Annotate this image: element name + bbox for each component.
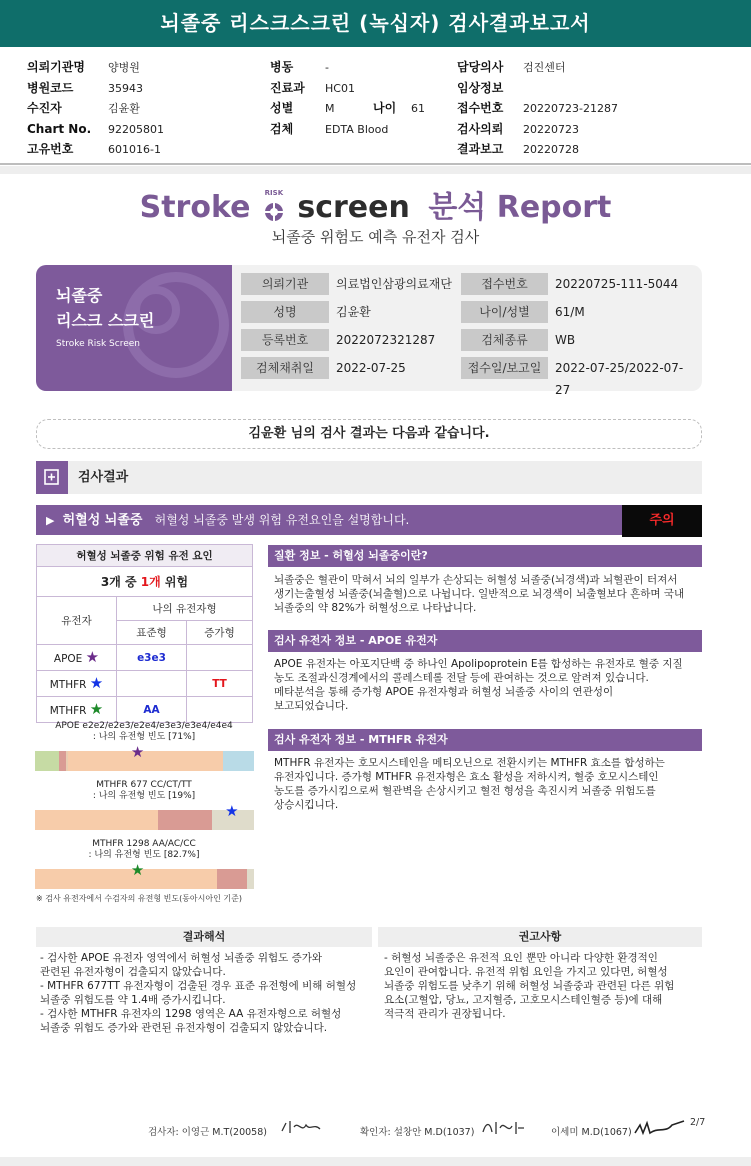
header-label: 검체 [270, 121, 294, 136]
result-intro: 김윤환 님의 검사 결과는 다음과 같습니다. [36, 419, 702, 449]
info-line: APOE 유전자는 아포지단백 중 하나인 Apolipoprotein E를 합성하는 유전자로 혈중 지질 [274, 658, 683, 670]
col-standard: 표준형 [117, 621, 187, 645]
header-col1 [27, 56, 237, 159]
age-value: 61 [411, 102, 425, 115]
header-label: 진료과 [270, 80, 305, 95]
third-signature [632, 1117, 688, 1139]
interpretation-title: 결과해석 [36, 927, 372, 947]
freq-bar-group [35, 839, 254, 889]
freq-bar-group [35, 780, 254, 830]
freq-caption: : 나의 유전형 빈도 [82.7%] [88, 850, 200, 860]
purple-star-icon: ★ [85, 648, 100, 666]
genotype-standard: AA [117, 697, 187, 723]
table-row [37, 697, 253, 723]
summary-post: 위험 [160, 575, 189, 589]
info-label: 성명 [241, 301, 329, 323]
blue-star-icon: ★ [89, 674, 104, 692]
info-line: 뇌졸중의 약 82%가 허혈성으로 나타납니다. [274, 602, 477, 614]
header-label: 임상정보 [457, 80, 504, 95]
freq-segment [217, 869, 248, 889]
info-value: 20220725-111-5044 [555, 277, 679, 291]
summary-pre: 3개 중 [100, 575, 141, 589]
header-col2 [270, 56, 450, 138]
info-value: 2022072321287 [336, 333, 436, 347]
gene-name: APOE [53, 653, 83, 665]
banner-line3: Stroke Risk Screen [56, 339, 140, 349]
recommendation-box [378, 927, 702, 1021]
freq-label: MTHFR 1298 AA/AC/CC [92, 839, 196, 849]
confirmer-signature [480, 1116, 526, 1140]
genotype-standard [117, 671, 187, 697]
freq-bar [35, 861, 254, 889]
info-line: MTHFR 유전자는 호모시스테인을 메티오닌으로 전환시키는 MTHFR 효소를 합성하는 [274, 757, 665, 769]
stroke-screen-logo [0, 182, 751, 226]
col-gene: 유전자 [37, 597, 117, 645]
interpretation-line: 뇌졸중 위험도 증가와 관련된 유전자형이 검출되지 않았습니다. [40, 1022, 328, 1034]
tester-credit: 검사자: 이영근 M.T(20058) [148, 1127, 267, 1138]
risk-target-icon [261, 188, 287, 222]
header-value: 35943 [108, 81, 143, 95]
header-label: 결과보고 [457, 142, 504, 156]
header-label: 병원코드 [27, 80, 74, 95]
freq-bar [35, 802, 254, 830]
genotype-marker-star-icon: ★ [130, 861, 145, 879]
info-value: 의료법인삼광의료재단 [336, 277, 452, 291]
table-row [37, 645, 253, 671]
disease-info-block [268, 545, 702, 615]
recommendation-line: - 허혈성 뇌졸중은 유전적 요인 뿐만 아니라 다양한 환경적인 [384, 952, 658, 964]
info-label: 등록번호 [241, 329, 329, 351]
header-label: 병동 [270, 60, 294, 74]
apoe-info-block [268, 630, 702, 713]
info-line: 상승시킵니다. [274, 799, 339, 811]
interpretation-box [36, 927, 372, 1035]
recommendation-line: 요소(고혈압, 당뇨, 고지혈증, 고호모시스테인혈증 등)에 대해 [384, 994, 663, 1006]
header-value: - [325, 61, 329, 74]
info-line: 농도를 증가시킴으로써 혈관벽을 손상시키고 혈전 형성을 촉진시켜 뇌졸중 위험도를 [274, 785, 656, 797]
interpretation-line: - 검사한 MTHFR 유전자의 1298 영역은 AA 유전자형으로 허혈성 [40, 1008, 342, 1020]
recommendation-line: 요인이 관여합니다. 유전적 위험 요인을 가지고 있다면, 허혈성 [384, 966, 668, 978]
bottom-band [0, 1157, 751, 1166]
freq-segment [68, 751, 223, 771]
confirmer-credit: 확인자: 설창안 M.D(1037) [360, 1127, 475, 1138]
mthfr-info-block [268, 729, 702, 812]
info-label: 검체채취일 [241, 357, 329, 379]
info-label: 접수번호 [461, 273, 548, 295]
header-value: 김윤환 [108, 102, 140, 115]
logo-report: 분석 Report [428, 190, 612, 225]
header-value: 검진센터 [523, 61, 566, 74]
risk-summary [37, 567, 253, 597]
freq-caption: : 나의 유전형 빈도 [19%] [92, 791, 196, 801]
recommendation-title: 권고사항 [378, 927, 702, 947]
logo-risk: RISK [264, 188, 284, 197]
info-value: 2022-07-25 [336, 361, 406, 375]
report-subtitle: 뇌졸중 위험도 예측 유전자 검사 [271, 228, 480, 246]
play-arrow-icon: ▶ [46, 514, 55, 527]
header-label: 담당의사 [457, 60, 504, 74]
header-label: 성별 [270, 101, 294, 115]
genotype-standard: e3e3 [117, 645, 187, 671]
gene-name: MTHFR [49, 705, 87, 717]
table-row [37, 671, 253, 697]
tester-signature [278, 1117, 324, 1139]
category-name: 허혈성 뇌졸중 [62, 513, 143, 528]
freq-segment [158, 810, 213, 830]
freq-segment [247, 869, 254, 889]
col-increased: 증가형 [187, 621, 253, 645]
info-value: 김윤환 [336, 305, 371, 319]
divider-band [0, 166, 751, 174]
status-badge: 주의 [622, 505, 702, 537]
col-my-genotype: 나의 유전자형 [117, 597, 253, 621]
report-title: 뇌졸중 리스크스크린 (녹십자) 검사결과보고서 [0, 0, 751, 47]
genotype-increased: TT [187, 671, 253, 697]
freq-label: MTHFR 677 CC/CT/TT [96, 780, 192, 790]
section-title: 검사결과 [78, 470, 129, 485]
info-label: 접수일/보고일 [461, 357, 548, 379]
freq-label: APOE e2e2/e2e3/e2e4/e3e3/e3e4/e4e4 [55, 721, 233, 731]
section-header [36, 461, 702, 494]
genotype-marker-star-icon: ★ [130, 743, 145, 761]
freq-note: ※ 검사 유전자에서 수검자의 유전형 빈도(동아시아인 기준) [36, 894, 242, 903]
freq-bar-group [35, 721, 254, 771]
genotype-increased [187, 645, 253, 671]
header-label: 고유번호 [27, 142, 74, 156]
header-label: 접수번호 [457, 101, 504, 115]
info-line: 유전자입니다. 증가형 MTHFR 유전자형은 효소 활성을 저하시켜, 혈중 호모시스테인 [274, 771, 659, 783]
green-star-icon: ★ [89, 700, 104, 718]
freq-segment [35, 751, 59, 771]
header-value: 92205801 [108, 122, 164, 136]
info-line: 보고되었습니다. [274, 700, 349, 712]
freq-segment [59, 751, 66, 771]
genotype-marker-star-icon: ★ [225, 802, 239, 820]
logo-stroke: Stroke [139, 190, 251, 225]
info-line: 농도 조절과신경계에서의 콜레스테롤 전달 등에 관여하는 것으로 알려져 있습니다. [274, 672, 649, 684]
freq-caption: : 나의 유전형 빈도 [71%] [92, 732, 196, 742]
header-value: M [325, 102, 335, 115]
header-value: HC01 [325, 81, 355, 95]
gene-table-title: 허혈성 뇌졸중 위험 유전 요인 [37, 545, 253, 567]
gene-table-box [36, 544, 253, 723]
header-col3 [457, 56, 687, 159]
banner-line2: 리스크 스크린 [56, 311, 155, 330]
info-line: 뇌졸중은 혈관이 막혀서 뇌의 일부가 손상되는 허혈성 뇌졸중(뇌경색)과 뇌혈관이 터져서 [274, 574, 678, 586]
gene-name: MTHFR [49, 679, 87, 691]
header-label: Chart No. [27, 121, 92, 136]
interpretation-line: 뇌졸중 위험도를 약 1.4배 증가시킵니다. [40, 994, 226, 1006]
category-bar [36, 505, 622, 535]
info-block-title: 검사 유전자 정보 - APOE 유전자 [268, 630, 702, 652]
info-block-title: 검사 유전자 정보 - MTHFR 유전자 [268, 729, 702, 751]
info-value: 61/M [555, 305, 585, 319]
freq-segment [35, 810, 158, 830]
info-value: WB [555, 333, 576, 347]
freq-segment [35, 869, 217, 889]
recommendation-line: 뇌졸중 위험도를 낮추기 위해 허혈성 뇌졸중과 관련된 다른 위험 [384, 980, 675, 992]
header-value: 양병원 [108, 61, 140, 74]
banner-line1: 뇌졸중 [56, 286, 103, 305]
info-grid [241, 273, 701, 397]
header-value: 20220723-21287 [523, 102, 618, 115]
info-label: 의뢰기관 [241, 273, 329, 295]
category-desc: 허혈성 뇌졸중 발생 위험 유전요인을 설명합니다. [154, 513, 410, 527]
third-credit: 이세미 M.D(1067) [551, 1127, 632, 1138]
summary-count: 1개 [140, 575, 161, 589]
freq-segment [223, 751, 254, 771]
interpretation-line: 관련된 유전자형이 검출되지 않았습니다. [40, 966, 226, 978]
info-block-title: 질환 정보 - 허혈성 뇌졸중이란? [268, 545, 702, 567]
freq-bar [35, 743, 254, 771]
header-label: 수진자 [27, 101, 62, 115]
info-value: 2022-07-25/2022-07-27 [555, 361, 684, 397]
header-value: 601016-1 [108, 143, 161, 156]
header-label: 검사의뢰 [457, 121, 504, 136]
genotype-increased [187, 697, 253, 723]
header-label: 의뢰기관명 [27, 60, 85, 74]
header-value: 20220723 [523, 122, 579, 136]
document-plus-icon [36, 461, 68, 494]
page-number: 2/7 [690, 1117, 706, 1128]
interpretation-line: - MTHFR 677TT 유전자형이 검출된 경우 표준 유전형에 비해 허혈성 [40, 980, 357, 992]
logo-screen: screen [297, 190, 410, 225]
interpretation-line: - 검사한 APOE 유전자 영역에서 허혈성 뇌졸중 위험도 증가와 [40, 952, 323, 964]
info-label: 검체종류 [461, 329, 548, 351]
info-line: 메타분석을 통해 증가형 APOE 유전자형과 허혈성 뇌졸중 사이의 연관성이 [274, 686, 614, 698]
info-label: 나이/성별 [461, 301, 548, 323]
recommendation-line: 적극적 관리가 권장됩니다. [384, 1008, 506, 1020]
product-banner [36, 265, 241, 391]
header-value: EDTA Blood [325, 122, 389, 136]
info-line: 생기는출혈성 뇌졸중(뇌출혈)으로 나뉩니다. 일반적으로 뇌경색이 뇌출혈보다 흔하며 국내 [274, 588, 685, 600]
age-label: 나이 [373, 101, 397, 115]
header-value: 20220728 [523, 143, 579, 156]
gene-table [36, 544, 253, 723]
